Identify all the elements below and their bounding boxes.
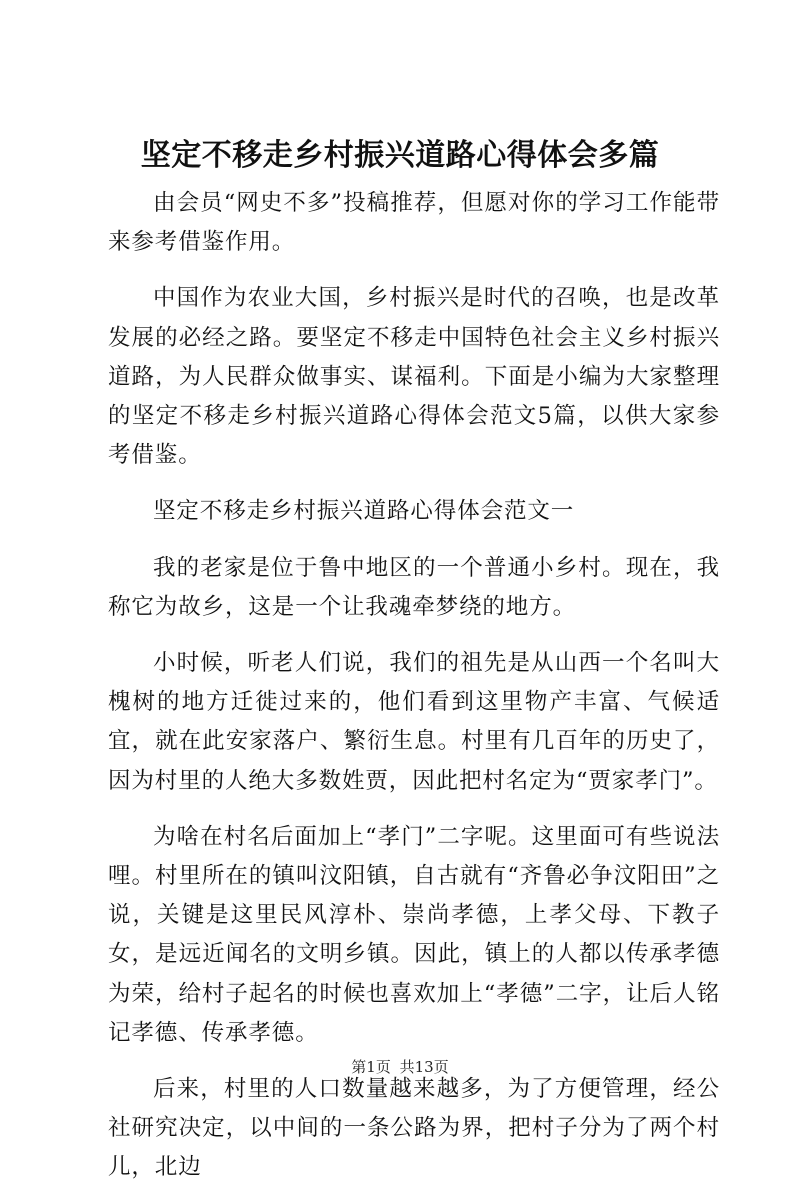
paragraph-village-split: 后来，村里的人口数量越来越多，为了方便管理，经公社研究决定，以中间的一条公路为界，把村子分为了两个村儿，北边: [108, 1076, 720, 1181]
page-footer: [0, 1057, 800, 1077]
document-body: [108, 184, 720, 1188]
page-total: 共13页: [399, 1058, 449, 1076]
paragraph-source-note: 由会员“网史不多”投稿推荐，但愿对你的学习工作能带来参考借鉴作用。: [108, 190, 720, 256]
paragraph-village-name: 为啥在村名后面加上“孝门”二字呢。这里面可有些说法哩。村里所在的镇叫汶阳镇，自古就有“齐鲁必争汶阳田”之说，关键是这里民风淳朴、崇尚孝德，上孝父母、下教子女，是远近闻名的文明乡镇。因此，镇上的人都以传承孝德为荣，给村子起名的时候也喜欢加上“孝德”二字，让后人铭记孝德、传承孝德。: [108, 823, 720, 1046]
page-number: 第1页: [351, 1058, 391, 1076]
section-heading: 坚定不移走乡村振兴道路心得体会范文一: [153, 498, 575, 525]
paragraph-ancestors: 小时候，听老人们说，我们的祖先是从山西一个名叫大槐树的地方迁徙过来的，他们看到这里物产丰富、气候适宜，就在此安家落户、繁衍生息。村里有几百年的历史了，因为村里的人绝大多数姓贾，因此把村名定为“贾家孝门”。: [108, 650, 720, 794]
paragraph-hometown: 我的老家是位于鲁中地区的一个普通小乡村。现在，我称它为故乡，这是一个让我魂牵梦绕的地方。: [108, 554, 720, 620]
document-title: 坚定不移走乡村振兴道路心得体会多篇: [140, 138, 660, 173]
paragraph-intro: 中国作为农业大国，乡村振兴是时代的召唤，也是改革发展的必经之路。要坚定不移走中国特色社会主义乡村振兴道路，为人民群众做事实、谋福利。下面是小编为大家整理的坚定不移走乡村振兴道路心得体会范文5篇，以供大家参考借鉴。: [108, 285, 720, 469]
